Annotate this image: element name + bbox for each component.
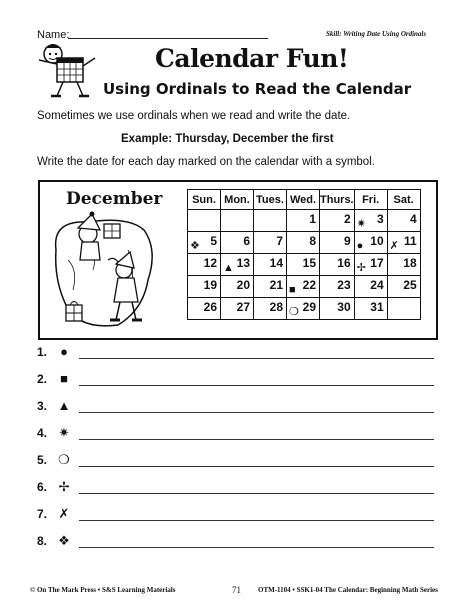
day-cell: 31 bbox=[354, 298, 387, 320]
day-cell bbox=[254, 210, 287, 232]
day-cell: 6 bbox=[221, 232, 254, 254]
day-cell: 19 bbox=[188, 276, 221, 298]
square-icon: ■ bbox=[60, 371, 68, 386]
triangle-icon: ▲ bbox=[57, 398, 71, 413]
day-cell: 8 bbox=[287, 232, 320, 254]
day-cell: 27 bbox=[221, 298, 254, 320]
diamonds-symbol: ❖ bbox=[190, 240, 200, 252]
day-cell: 10 ● bbox=[354, 232, 387, 254]
day-cell: 5 ❖ bbox=[188, 232, 221, 254]
day-cell: 13 ▲ bbox=[221, 254, 254, 276]
answer-number: 1. bbox=[37, 345, 48, 359]
day-header: Sun. bbox=[188, 190, 221, 210]
check-symbol: ✗ bbox=[389, 240, 399, 252]
name-label: Name: bbox=[37, 29, 70, 41]
cross-icon: ✢ bbox=[58, 479, 70, 494]
day-cell: 30 bbox=[320, 298, 355, 320]
day-cell: 4 bbox=[387, 210, 420, 232]
day-cell bbox=[387, 298, 420, 320]
skill-label: Skill: Writing Date Using Ordinals bbox=[326, 30, 427, 38]
answer-number: 2. bbox=[37, 372, 48, 386]
day-cell: 15 bbox=[287, 254, 320, 276]
day-cell: 17 ✢ bbox=[354, 254, 387, 276]
circle-icon: ● bbox=[60, 344, 68, 359]
answer-row bbox=[37, 534, 437, 554]
answer-number: 8. bbox=[37, 534, 48, 548]
page-subtitle: Using Ordinals to Read the Calendar bbox=[103, 80, 412, 98]
day-header: Wed. bbox=[287, 190, 320, 210]
diamonds-icon: ❖ bbox=[58, 533, 70, 548]
check-icon: ✗ bbox=[58, 506, 70, 521]
answer-row bbox=[37, 453, 437, 473]
day-header: Thurs. bbox=[320, 190, 355, 210]
page-title: Calendar Fun! bbox=[155, 44, 349, 73]
answer-line[interactable] bbox=[79, 412, 434, 413]
footer-publisher: © On The Mark Press • S&S Learning Materials bbox=[30, 586, 176, 594]
day-cell: 23 bbox=[320, 276, 355, 298]
answer-line[interactable] bbox=[79, 520, 434, 521]
answer-row bbox=[37, 399, 437, 419]
day-header: Fri. bbox=[354, 190, 387, 210]
ring-icon: ❍ bbox=[58, 452, 70, 467]
day-cell bbox=[221, 210, 254, 232]
answer-line[interactable] bbox=[79, 547, 434, 548]
day-cell: 18 bbox=[387, 254, 420, 276]
star-icon: ✷ bbox=[58, 425, 70, 440]
day-cell: 12 bbox=[188, 254, 221, 276]
day-cell: 22 ■ bbox=[287, 276, 320, 298]
example-text: Example: Thursday, December the first bbox=[121, 133, 334, 145]
day-cell: 28 bbox=[254, 298, 287, 320]
answer-line[interactable] bbox=[79, 439, 434, 440]
answer-row bbox=[37, 426, 437, 446]
cross-symbol: ✢ bbox=[356, 262, 366, 274]
day-cell: 14 bbox=[254, 254, 287, 276]
answer-line[interactable] bbox=[79, 385, 434, 386]
day-cell: 3 ✷ bbox=[354, 210, 387, 232]
day-cell: 29 ❍ bbox=[287, 298, 320, 320]
day-cell: 9 bbox=[320, 232, 355, 254]
elf-with-sack-icon bbox=[48, 210, 170, 335]
ring-symbol: ❍ bbox=[289, 306, 299, 318]
answer-line[interactable] bbox=[79, 358, 434, 359]
answer-number: 5. bbox=[37, 453, 48, 467]
triangle-symbol: ▲ bbox=[223, 262, 234, 274]
day-cell: 24 bbox=[354, 276, 387, 298]
task-text: Write the date for each day marked on the calendar with a symbol. bbox=[37, 156, 375, 168]
answer-row bbox=[37, 345, 437, 365]
answer-number: 6. bbox=[37, 480, 48, 494]
day-cell: 2 bbox=[320, 210, 355, 232]
december-calendar bbox=[187, 189, 421, 320]
answer-number: 3. bbox=[37, 399, 48, 413]
day-cell: 7 bbox=[254, 232, 287, 254]
name-line bbox=[68, 38, 268, 39]
star-symbol: ✷ bbox=[356, 218, 366, 230]
answer-number: 7. bbox=[37, 507, 48, 521]
day-header: Mon. bbox=[221, 190, 254, 210]
answer-row bbox=[37, 480, 437, 500]
day-cell bbox=[188, 210, 221, 232]
day-header: Sat. bbox=[387, 190, 420, 210]
answer-number: 4. bbox=[37, 426, 48, 440]
month-title: December bbox=[66, 189, 163, 209]
answer-row bbox=[37, 507, 437, 527]
square-symbol: ■ bbox=[289, 284, 296, 296]
answer-line[interactable] bbox=[79, 493, 434, 494]
page-number: 71 bbox=[232, 585, 241, 595]
answer-line[interactable] bbox=[79, 466, 434, 467]
day-cell: 26 bbox=[188, 298, 221, 320]
day-cell: 1 bbox=[287, 210, 320, 232]
answer-row bbox=[37, 372, 437, 392]
day-cell: 16 bbox=[320, 254, 355, 276]
intro-text: Sometimes we use ordinals when we read and write the date. bbox=[37, 110, 351, 122]
calendar-mascot-icon bbox=[33, 40, 108, 100]
circle-symbol: ● bbox=[356, 240, 364, 252]
footer-series: OTM-1104 • SSK1-04 The Calendar: Beginning Math Series bbox=[258, 586, 438, 594]
day-cell: 25 bbox=[387, 276, 420, 298]
day-cell: 11 ✗ bbox=[387, 232, 420, 254]
day-cell: 20 bbox=[221, 276, 254, 298]
day-header: Tues. bbox=[254, 190, 287, 210]
day-cell: 21 bbox=[254, 276, 287, 298]
